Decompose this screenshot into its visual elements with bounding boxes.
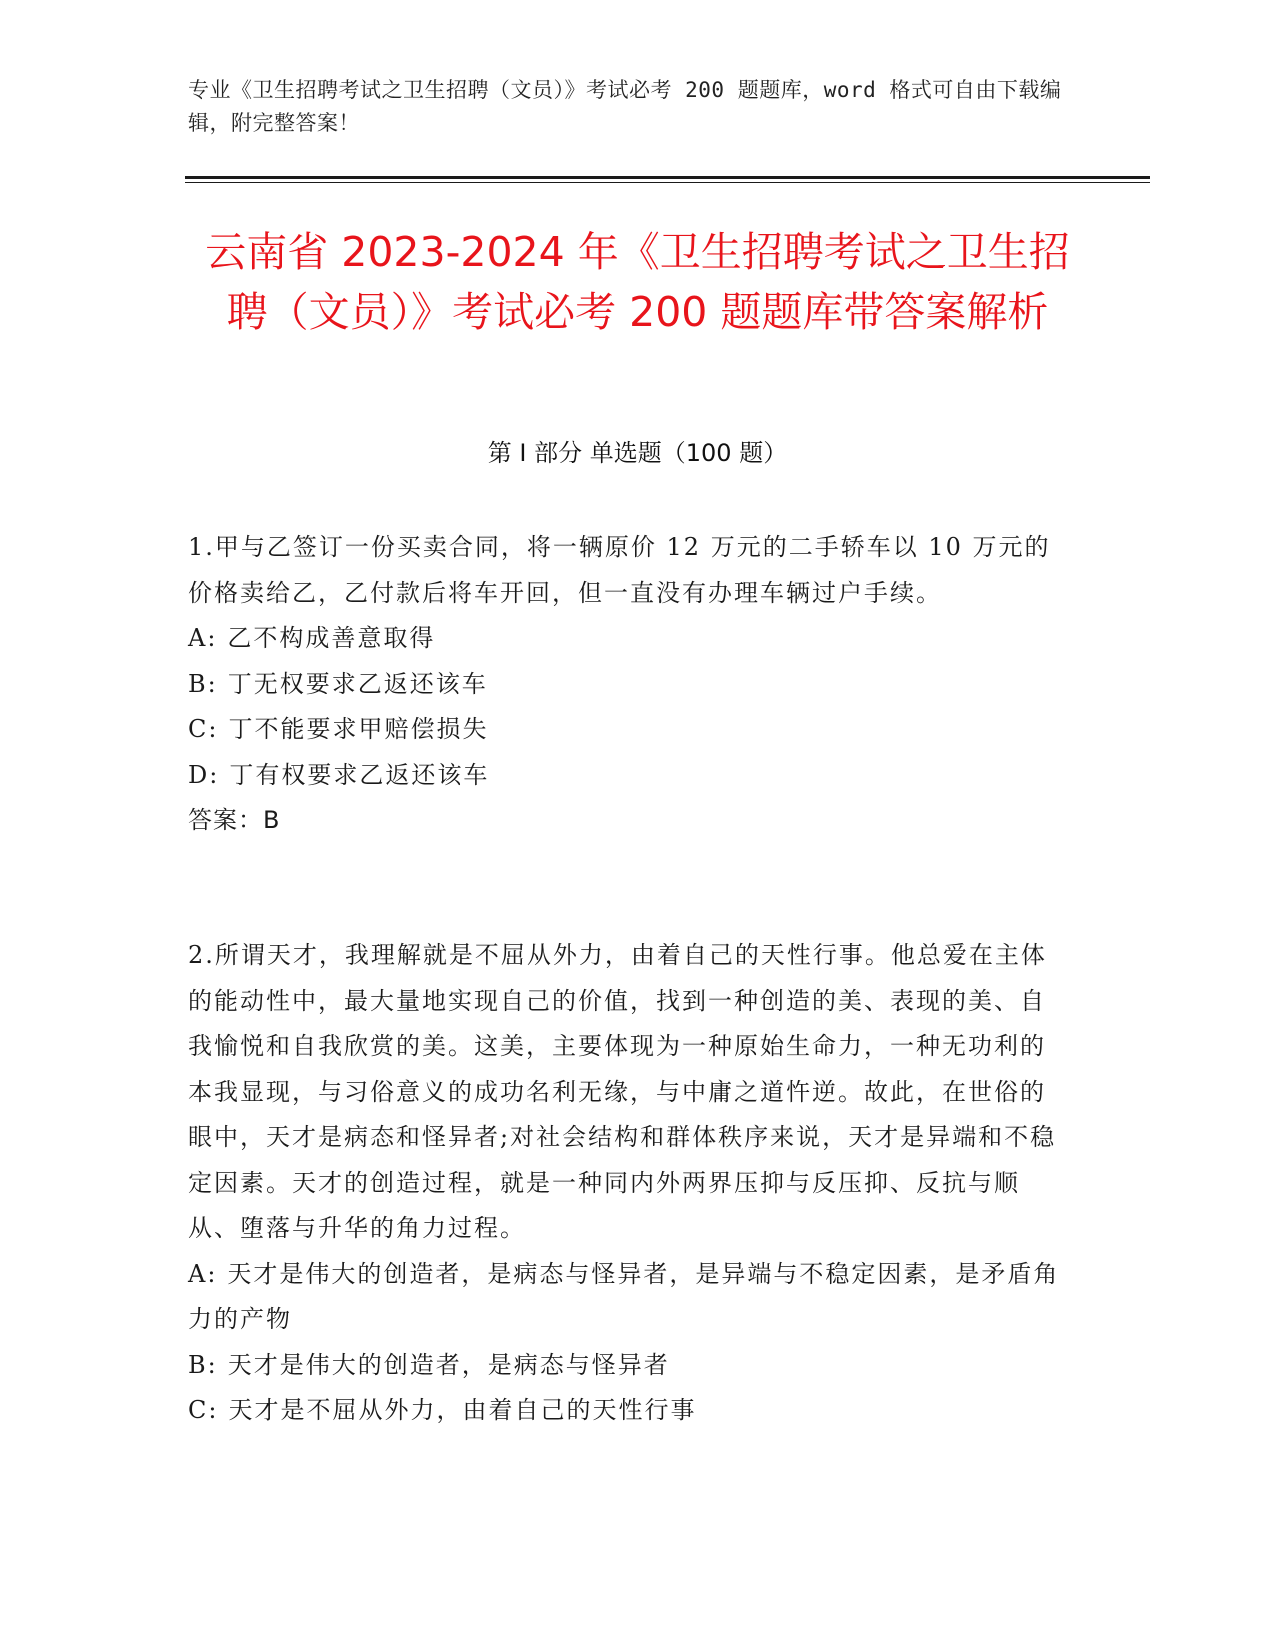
option-key: C:	[188, 715, 219, 743]
question-2	[188, 933, 1068, 1434]
option-text: 丁不能要求甲赔偿损失	[228, 715, 489, 743]
header-note: 专业《卫生招聘考试之卫生招聘（文员）》考试必考 200 题题库，word 格式可自由下载编辑，附完整答案！	[188, 78, 1062, 135]
answer-line: 答案：B	[188, 806, 281, 834]
section-heading: 第 I 部分 单选题（100 题）	[487, 439, 788, 467]
option-key: A:	[188, 624, 218, 652]
option-c	[188, 707, 1068, 753]
question-stem: 2.所谓天才，我理解就是不屈从外力，由着自己的天性行事。他总爱在主体的能动性中，最大量地实现自己的价值，找到一种创造的美、表现的美、自我愉悦和自我欣赏的美。这美，主要体现为一种原始生命力，一种无功利的本我显现，与习俗意义的成功名利无缘，与中庸之道忤逆。故此，在世俗的眼中，天才是病态和怪异者;对社会结构和群体秩序来说，天才是异端和不稳定因素。天才的创造过程，就是一种同内外两界压抑与反压抑、反抗与顺从、堕落与升华的角力过程。	[188, 941, 1057, 1242]
option-text: 乙不构成善意取得	[227, 624, 436, 652]
option-c	[188, 1388, 1068, 1434]
header-divider-thin	[185, 182, 1150, 183]
question-1	[188, 525, 1068, 844]
option-a	[188, 616, 1068, 662]
option-text: 天才是伟大的创造者，是病态与怪异者，是异端与不稳定因素，是矛盾角力的产物	[188, 1259, 1060, 1333]
header-divider-thick	[185, 176, 1150, 179]
option-text: 丁有权要求乙返还该车	[229, 760, 490, 789]
option-key: D:	[188, 760, 220, 789]
option-text: 丁无权要求乙返还该车	[227, 669, 488, 698]
option-text: 天才是伟大的创造者，是病态与怪异者	[227, 1350, 670, 1379]
option-key: C:	[188, 1396, 219, 1424]
document-title: 云南省 2023-2024 年《卫生招聘考试之卫生招聘（文员）》考试必考 200 题题库带答案解析	[205, 228, 1070, 336]
option-key: B:	[188, 669, 218, 698]
option-text: 天才是不屈从外力，由着自己的天性行事	[228, 1396, 697, 1424]
option-a	[188, 1252, 1068, 1343]
question-stem: 1.甲与乙签订一份买卖合同，将一辆原价 12 万元的二手轿车以 10 万元的价格卖给乙，乙付款后将车开回，但一直没有办理车辆过户手续。	[188, 533, 1051, 607]
option-key: A:	[188, 1259, 218, 1288]
option-b	[188, 662, 1068, 708]
option-key: B:	[188, 1350, 218, 1379]
option-d	[188, 753, 1068, 799]
option-b	[188, 1343, 1068, 1389]
